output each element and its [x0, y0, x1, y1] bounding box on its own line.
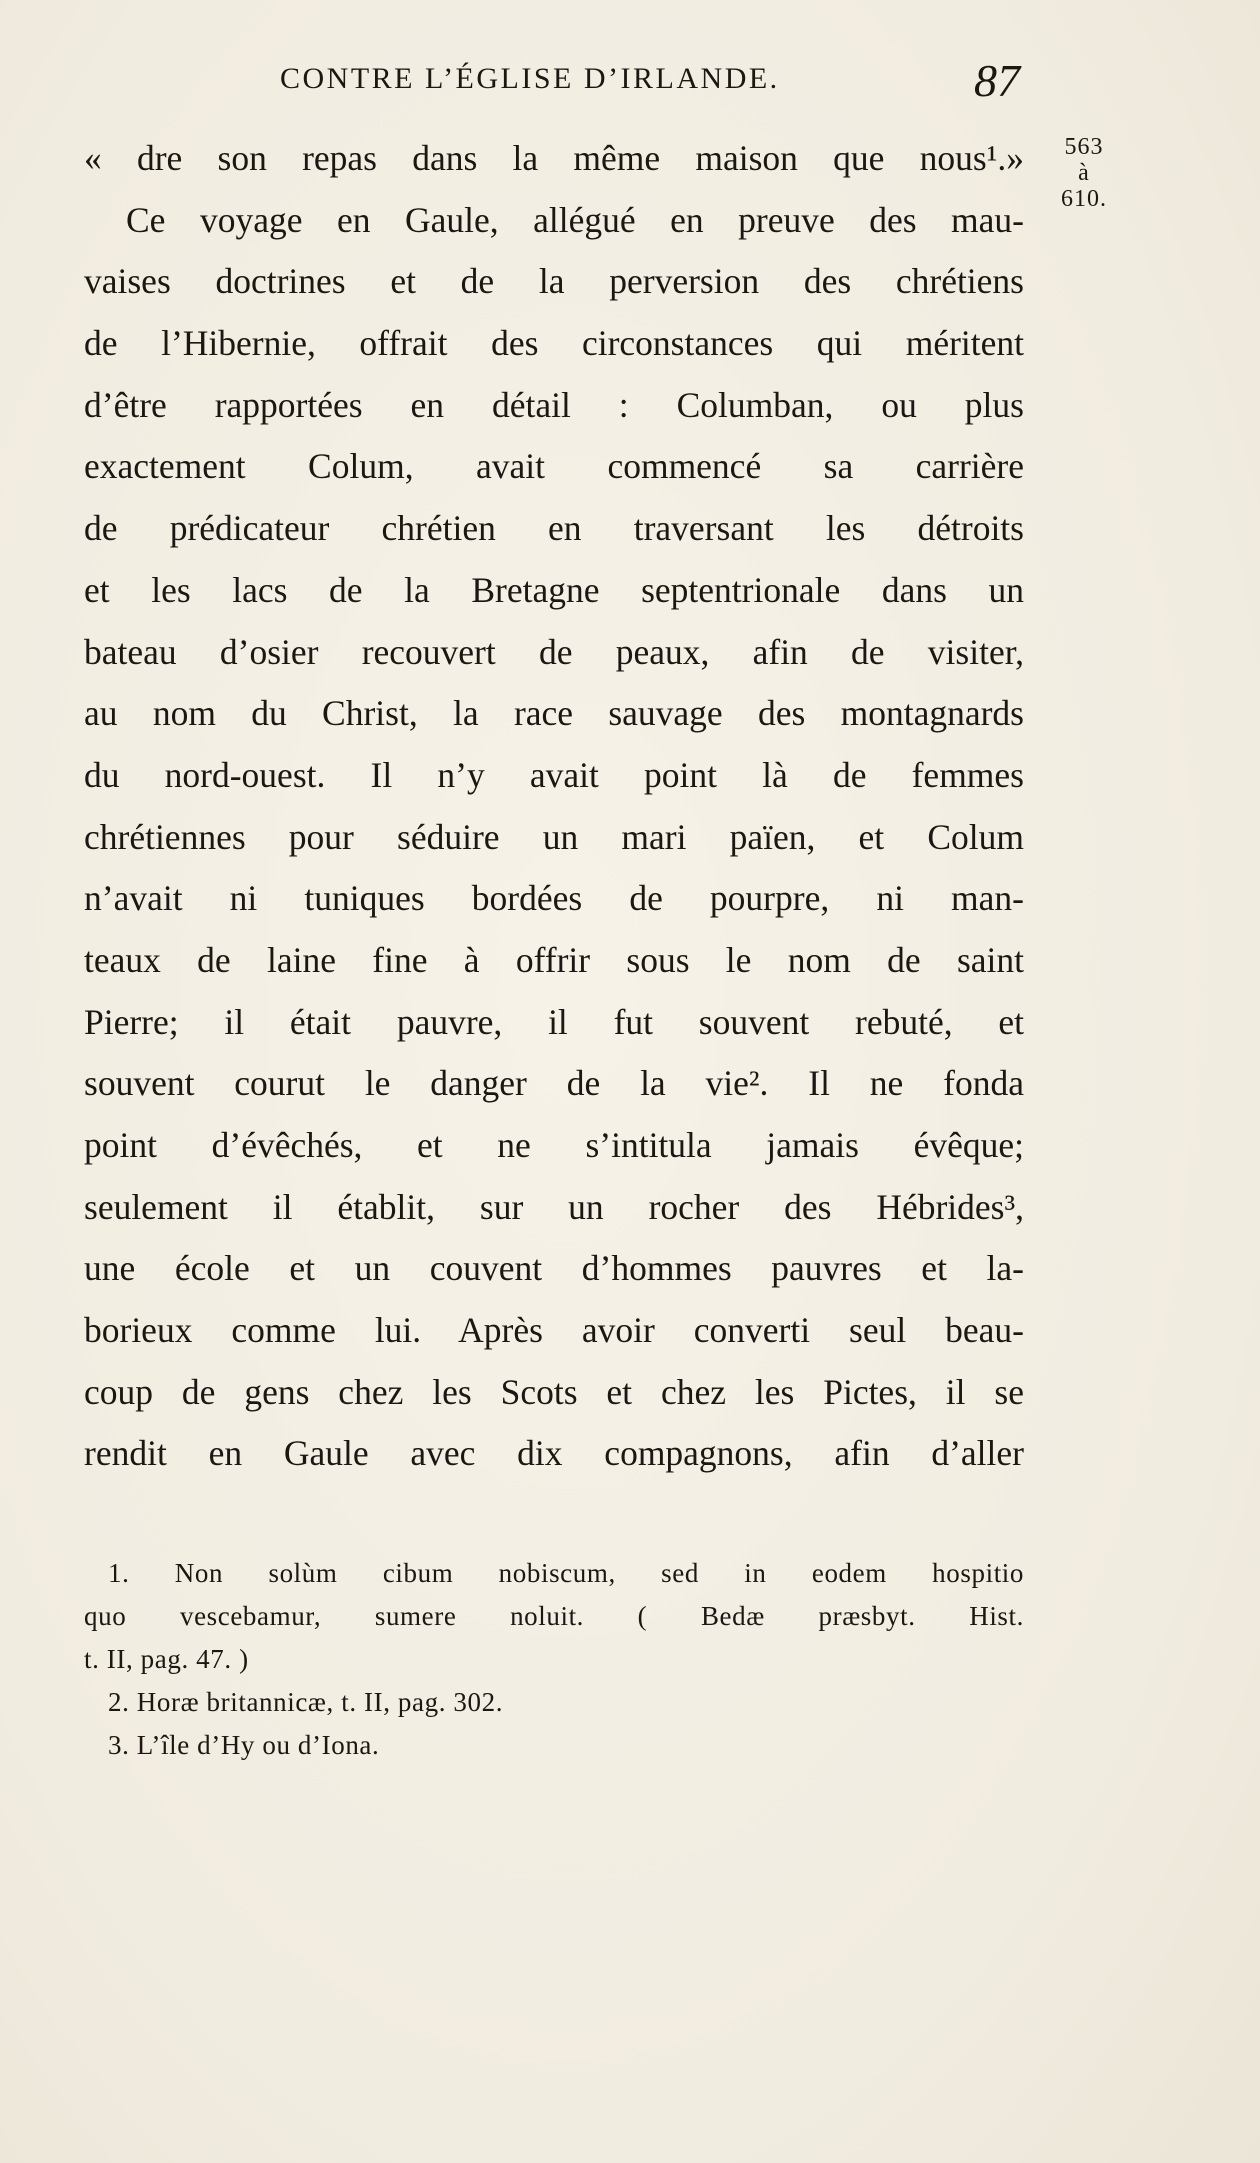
margin-connector: à	[1078, 160, 1090, 186]
text-line: Ce voyage en Gaule, allégué en preuve des mau-	[126, 199, 1024, 240]
text-line: n’avait ni tuniques bordées de pourpre, ni man-	[84, 878, 1024, 919]
text-line: du nord-ouest. Il n’y avait point là de femmes	[84, 754, 1024, 795]
text-line: au nom du Christ, la race sauvage des montagnards	[84, 693, 1024, 734]
margin-date-note	[1044, 134, 1124, 212]
margin-end-year: 610.	[1061, 186, 1107, 212]
text-line: une école et un couvent d’hommes pauvres et la-	[84, 1248, 1024, 1289]
text-line: bateau d’osier recouvert de peaux, afin de visiter,	[84, 631, 1024, 672]
text-line: exactement Colum, avait commencé sa carrière	[84, 446, 1024, 487]
text-line: rendit en Gaule avec dix compagnons, afin d’aller	[84, 1433, 1024, 1474]
text-line: borieux comme lui. Après avoir converti seul beau-	[84, 1310, 1024, 1351]
text-line: vaises doctrines et de la perversion des chrétiens	[84, 261, 1024, 302]
footnote-2: 2. Horæ britannicæ, t. II, pag. 302.	[108, 1687, 504, 1717]
text-line: de prédicateur chrétien en traversant les détroits	[84, 508, 1024, 549]
running-title: CONTRE L’ÉGLISE D’IRLANDE.	[280, 62, 780, 95]
footnote-1-line-1: 1. Non solùm cibum nobiscum, sed in eodem hospitio	[108, 1558, 1024, 1588]
text-line: Pierre; il était pauvre, il fut souvent rebuté, et	[84, 1001, 1024, 1042]
running-header	[84, 52, 1020, 112]
footnote-1-line-3: t. II, pag. 47. )	[84, 1644, 249, 1674]
text-line: d’être rapportées en détail : Columban, ou plus	[84, 384, 1024, 425]
text-line: teaux de laine fine à offrir sous le nom de saint	[84, 939, 1024, 980]
text-line: seulement il établit, sur un rocher des Hébrides³,	[84, 1186, 1024, 1227]
text-line: souvent courut le danger de la vie². Il ne fonda	[84, 1063, 1024, 1104]
text-line: chrétiennes pour séduire un mari païen, et Colum	[84, 816, 1024, 857]
page-number: 87	[974, 55, 1020, 106]
margin-start-year: 563	[1064, 134, 1104, 160]
text-line: de l’Hibernie, offrait des circonstances qui méritent	[84, 323, 1024, 364]
footnote-3: 3. L’île d’Hy ou d’Iona.	[108, 1730, 380, 1760]
body-text	[84, 128, 1024, 1485]
text-line: coup de gens chez les Scots et chez les Pictes, il se	[84, 1371, 1024, 1412]
footnote-1-line-2: quo vescebamur, sumere noluit. ( Bedæ præsbyt. Hist.	[84, 1601, 1024, 1631]
text-line: point d’évêchés, et ne s’intitula jamais évêque;	[84, 1125, 1024, 1165]
text-line: « dre son repas dans la même maison que nous¹.»	[84, 138, 1024, 178]
text-line: et les lacs de la Bretagne septentrionale dans un	[84, 569, 1024, 610]
footnotes	[84, 1552, 1024, 1767]
